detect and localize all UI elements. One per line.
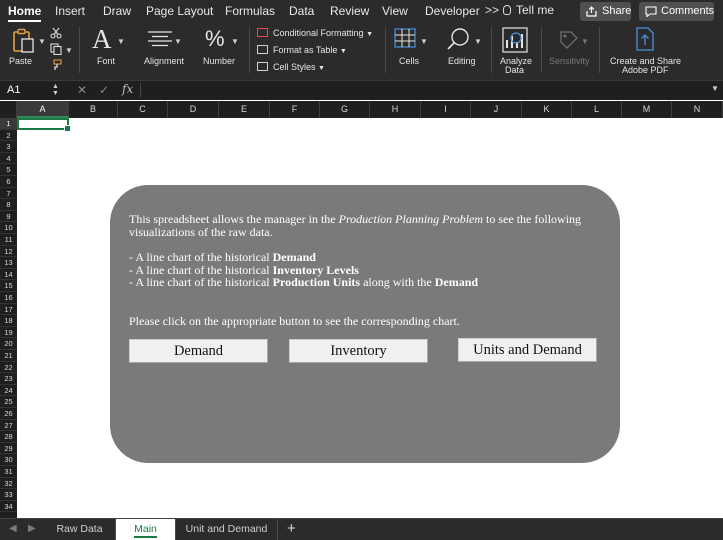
ribbon <box>0 22 723 80</box>
analyze-data-icon <box>502 27 528 53</box>
row-header[interactable]: 30 <box>0 454 17 466</box>
tab-formulas[interactable]: Formulas <box>225 4 276 18</box>
row-header[interactable]: 17 <box>0 304 17 316</box>
formula-bar <box>0 80 723 100</box>
name-box-stepper-icon[interactable]: ▲ ▼ <box>52 83 59 97</box>
format-painter-icon[interactable] <box>50 59 62 71</box>
column-header[interactable]: G <box>320 101 370 118</box>
create-share-pdf-button[interactable] <box>604 22 684 80</box>
column-header[interactable]: L <box>572 101 622 118</box>
font-dropdown-icon: ▼ <box>117 37 125 46</box>
cell-styles-dropdown-icon: ▼ <box>318 65 325 72</box>
row-header[interactable]: 12 <box>0 246 17 258</box>
editing-label: Editing <box>448 56 476 66</box>
intro-emphasis: Production Planning Problem <box>338 212 484 226</box>
tab-home[interactable]: Home <box>8 4 42 18</box>
format-as-table-dropdown-icon: ▼ <box>339 48 347 55</box>
row-header[interactable]: 9 <box>0 211 17 223</box>
row-header[interactable]: 31 <box>0 466 17 478</box>
column-header[interactable]: C <box>118 101 168 118</box>
column-header[interactable]: I <box>421 101 471 118</box>
enter-icon[interactable]: ✓ <box>99 83 110 97</box>
row-header[interactable]: 6 <box>0 176 17 188</box>
alignment-group[interactable] <box>140 22 190 80</box>
analyze-label-2: Data <box>505 65 525 75</box>
analyze-label-1: Analyze <box>500 56 533 66</box>
number-group[interactable] <box>200 22 246 80</box>
font-icon: A <box>92 24 112 54</box>
list-item-bold: Production Units <box>272 275 361 289</box>
sensitivity-button[interactable] <box>545 22 595 80</box>
cells-dropdown-icon: ▼ <box>420 37 428 46</box>
copy-dropdown-icon[interactable]: ▼ <box>65 46 73 55</box>
row-header[interactable]: 26 <box>0 408 17 420</box>
alignment-dropdown-icon: ▼ <box>174 37 182 46</box>
sheet-tab-unit-and-demand[interactable]: Unit and Demand <box>176 519 278 540</box>
row-header[interactable]: 15 <box>0 280 17 292</box>
column-header[interactable]: E <box>219 101 270 118</box>
number-dropdown-icon: ▼ <box>231 37 239 46</box>
list-item-text: - A line chart of the historical <box>129 250 273 264</box>
column-headers <box>0 101 723 118</box>
share-icon <box>586 6 597 17</box>
name-box[interactable]: A1 <box>7 84 21 96</box>
row-header[interactable]: 27 <box>0 420 17 432</box>
row-header[interactable]: 18 <box>0 315 17 327</box>
cells-icon <box>394 28 416 48</box>
row-header[interactable]: 10 <box>0 222 17 234</box>
cells-label: Cells <box>399 56 420 66</box>
search-icon <box>447 27 471 51</box>
tab-page-layout[interactable]: Page Layout <box>146 4 214 18</box>
format-as-table-icon <box>257 45 268 54</box>
row-header[interactable]: 23 <box>0 373 17 385</box>
column-header[interactable]: H <box>370 101 421 118</box>
insert-function-icon[interactable]: fx <box>122 82 134 96</box>
alignment-icon <box>147 31 173 47</box>
list-item-text: - A line chart of the historical <box>129 262 273 277</box>
conditional-formatting-button[interactable] <box>257 28 373 38</box>
row-header[interactable]: 33 <box>0 489 17 501</box>
column-header[interactable]: F <box>270 101 320 118</box>
tell-me-search[interactable] <box>503 3 554 17</box>
copy-icon[interactable] <box>50 43 62 55</box>
row-header[interactable]: 11 <box>0 234 17 246</box>
row-header[interactable]: 20 <box>0 338 17 350</box>
intro-paragraph <box>129 213 609 238</box>
formula-expand-icon[interactable]: ▼ <box>711 84 719 93</box>
menu-bar <box>0 0 723 22</box>
row-header[interactable]: 32 <box>0 478 17 490</box>
analyze-data-button[interactable] <box>496 22 536 80</box>
list-item-text: along with the <box>360 275 435 289</box>
next-sheet-icon[interactable]: ▶ <box>28 523 36 534</box>
sheet-tab-main[interactable] <box>116 519 176 540</box>
font-label: Font <box>97 56 116 66</box>
editing-group[interactable] <box>442 22 488 80</box>
list-item <box>129 276 609 289</box>
format-as-table-label: Format as Table <box>273 45 338 55</box>
row-header[interactable]: 1 <box>0 118 17 130</box>
row-header[interactable]: 24 <box>0 385 17 397</box>
number-label: Number <box>203 56 236 66</box>
sensitivity-label: Sensitivity <box>549 56 590 66</box>
demand-button[interactable]: Demand <box>129 339 268 363</box>
paste-label: Paste <box>9 56 33 66</box>
conditional-formatting-icon <box>257 28 268 37</box>
ribbon-separator <box>541 27 542 73</box>
column-header[interactable]: M <box>622 101 672 118</box>
cancel-icon[interactable]: ✕ <box>77 83 88 97</box>
row-header[interactable]: 7 <box>0 188 17 200</box>
alignment-label: Alignment <box>144 56 185 66</box>
row-header[interactable]: 3 <box>0 141 17 153</box>
comment-icon <box>645 6 657 17</box>
row-header[interactable]: 34 <box>0 501 17 513</box>
info-panel <box>110 185 620 463</box>
list-item-bold: Inventory Levels <box>272 262 359 277</box>
row-header[interactable]: 19 <box>0 327 17 339</box>
ribbon-separator <box>491 27 492 73</box>
select-all-corner[interactable] <box>0 101 17 118</box>
sheet-tab-main-label: Main <box>134 523 157 538</box>
tab-developer[interactable]: Developer <box>425 4 480 18</box>
row-header[interactable]: 13 <box>0 257 17 269</box>
tab-insert[interactable]: Insert <box>55 4 86 18</box>
column-header[interactable]: B <box>69 101 118 118</box>
ribbon-separator <box>79 27 80 73</box>
sensitivity-dropdown-icon: ▼ <box>581 37 589 46</box>
cut-icon[interactable] <box>50 27 62 39</box>
units-and-demand-button[interactable]: Units and Demand <box>458 338 597 362</box>
row-header[interactable]: 16 <box>0 292 17 304</box>
create-share-label-1: Create and Share <box>610 56 682 66</box>
cell-styles-label: Cell Styles <box>273 62 316 72</box>
active-cell-a1[interactable] <box>17 118 69 130</box>
row-header[interactable]: 8 <box>0 199 17 211</box>
format-as-table-button[interactable] <box>257 45 347 55</box>
tab-draw[interactable]: Draw <box>103 4 132 18</box>
tell-me-label: Tell me <box>516 3 555 17</box>
sheet-tab-raw-data[interactable]: Raw Data <box>44 519 116 540</box>
row-header[interactable]: 22 <box>0 362 17 374</box>
add-sheet-button[interactable]: + <box>287 520 296 537</box>
tab-data[interactable]: Data <box>289 4 315 18</box>
prev-sheet-icon[interactable]: ◀ <box>9 523 17 534</box>
paste-dropdown-icon[interactable]: ▼ <box>38 37 46 46</box>
create-share-label-2: Adobe PDF <box>622 65 669 75</box>
share-button[interactable] <box>580 2 631 21</box>
row-headers <box>0 118 17 518</box>
sheet-tab-bar <box>0 518 723 540</box>
font-group[interactable] <box>84 22 134 80</box>
editing-dropdown-icon: ▼ <box>474 37 482 46</box>
column-header[interactable]: N <box>672 101 723 118</box>
tab-review[interactable]: Review <box>330 4 370 18</box>
tab-view[interactable]: View <box>382 4 408 18</box>
cell-styles-button[interactable] <box>257 62 325 72</box>
share-label: Share <box>602 5 632 17</box>
clipboard-group <box>6 22 76 80</box>
column-header[interactable]: J <box>471 101 522 118</box>
column-header[interactable]: A <box>17 101 69 118</box>
row-header[interactable]: 21 <box>0 350 17 362</box>
inventory-button[interactable]: Inventory <box>289 339 428 363</box>
row-header[interactable]: 28 <box>0 431 17 443</box>
cells-group[interactable] <box>390 22 434 80</box>
lightbulb-icon <box>503 5 511 15</box>
cell-styles-icon <box>257 62 268 71</box>
info-panel-text <box>129 213 609 327</box>
row-header[interactable]: 2 <box>0 130 17 142</box>
instruction-text: Please click on the appropriate button to see the corresponding chart. <box>129 313 460 328</box>
percent-icon: % <box>205 26 225 51</box>
list-item-bold: Demand <box>272 250 316 264</box>
paste-icon[interactable] <box>12 28 36 54</box>
conditional-formatting-dropdown-icon: ▼ <box>366 31 373 38</box>
conditional-formatting-label: Conditional Formatting <box>273 28 364 38</box>
row-header[interactable]: 25 <box>0 396 17 408</box>
column-header[interactable]: D <box>168 101 219 118</box>
ribbon-separator <box>599 27 600 73</box>
sensitivity-icon <box>557 28 579 50</box>
more-tabs-button[interactable]: >> <box>485 3 500 17</box>
list-item-text: - A line chart of the historical <box>129 275 273 289</box>
comments-label: Comments <box>661 5 715 17</box>
column-header[interactable]: K <box>522 101 572 118</box>
formula-input[interactable] <box>140 83 710 98</box>
row-header[interactable]: 5 <box>0 164 17 176</box>
ribbon-separator <box>385 27 386 73</box>
ribbon-separator <box>249 27 250 73</box>
row-header[interactable]: 4 <box>0 153 17 165</box>
list-item-bold: Demand <box>434 275 479 289</box>
intro-text: This spreadsheet allows the manager in the <box>129 212 339 226</box>
intro-text-end: to see the following visualizations of the raw data. <box>129 212 582 239</box>
row-header[interactable]: 14 <box>0 269 17 281</box>
comments-button[interactable] <box>639 2 714 21</box>
adobe-pdf-icon <box>634 27 656 51</box>
row-header[interactable]: 29 <box>0 443 17 455</box>
